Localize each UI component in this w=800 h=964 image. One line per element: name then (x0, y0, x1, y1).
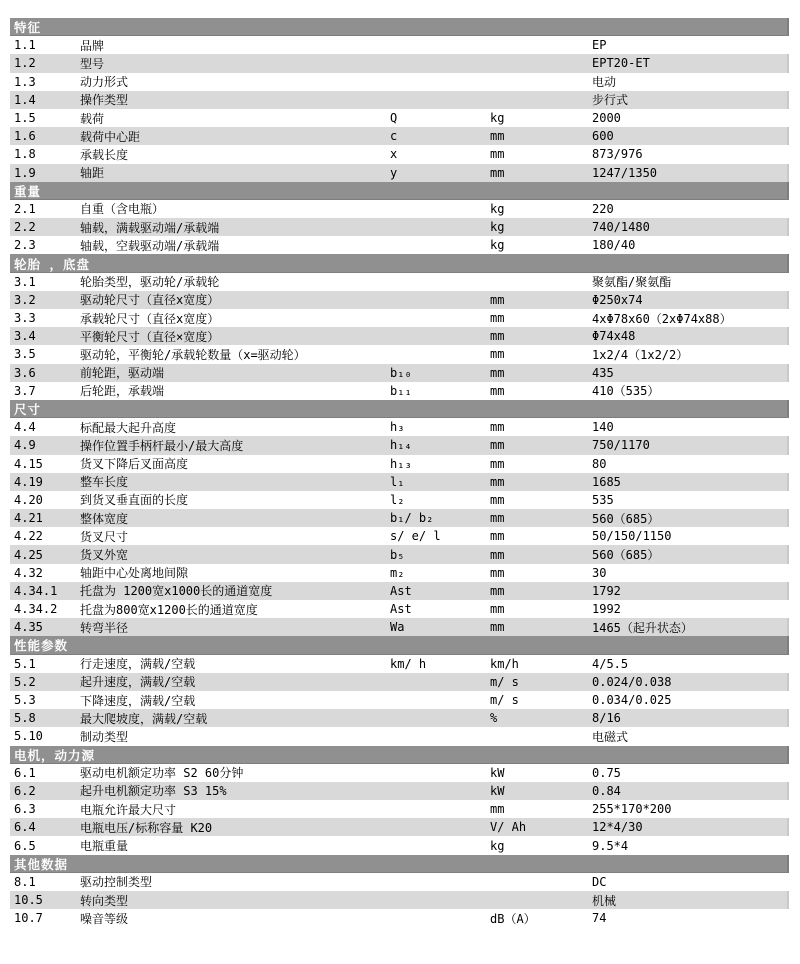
cell-unit: V/ Ah (490, 820, 527, 835)
cell-code: 10.7 (14, 911, 43, 926)
cell-value: 8/16 (592, 711, 621, 726)
cell-label: 电瓶电压/标称容量 K20 (80, 820, 213, 835)
table-row (10, 836, 789, 854)
cell-value: 0.034/0.025 (592, 693, 672, 708)
cell-label: 载荷中心距 (80, 129, 141, 144)
cell-code: 5.3 (14, 693, 36, 708)
cell-value: 4/5.5 (592, 656, 629, 671)
cell-value: 535 (592, 492, 614, 507)
cell-value: 74 (592, 911, 607, 926)
table-row (10, 436, 789, 454)
cell-symbol: Wa (390, 620, 405, 635)
cell-label: 下降速度，满载/空载 (80, 693, 196, 708)
cell-code: 1.4 (14, 92, 36, 107)
cell-code: 1.2 (14, 56, 36, 71)
cell-code: 2.3 (14, 238, 36, 253)
cell-value: 1247/1350 (592, 165, 658, 180)
cell-unit: mm (490, 602, 505, 617)
section-header-label: 重量 (14, 183, 42, 199)
cell-code: 5.2 (14, 674, 36, 689)
cell-code: 6.3 (14, 802, 36, 817)
cell-code: 6.2 (14, 783, 36, 798)
cell-symbol: s/ e/ l (390, 529, 441, 544)
cell-label: 型号 (80, 56, 105, 71)
cell-unit: m/ s (490, 674, 519, 689)
cell-code: 1.5 (14, 111, 36, 126)
table-row (10, 782, 789, 800)
cell-code: 4.4 (14, 420, 36, 435)
cell-code: 4.9 (14, 438, 36, 453)
cell-unit: mm (490, 365, 505, 380)
cell-label: 到货叉垂直面的长度 (80, 493, 189, 508)
table-row (10, 600, 789, 618)
cell-code: 1.1 (14, 38, 36, 53)
cell-value: 30 (592, 565, 607, 580)
cell-code: 1.9 (14, 165, 36, 180)
cell-value: DC (592, 874, 607, 889)
table-row (10, 109, 789, 127)
cell-unit: mm (490, 511, 505, 526)
cell-code: 2.2 (14, 220, 36, 235)
cell-code: 3.2 (14, 292, 36, 307)
cell-symbol: b₁₀ (390, 365, 412, 380)
table-row (10, 291, 789, 309)
cell-unit: dB（A） (490, 911, 536, 926)
cell-value: 2000 (592, 111, 621, 126)
table-row (10, 727, 789, 745)
cell-unit: kg (490, 238, 505, 253)
cell-label: 起升电机额定功率 S3 15% (80, 784, 227, 799)
cell-unit: mm (490, 420, 505, 435)
section-header-label: 特征 (14, 20, 42, 36)
table-row (10, 709, 789, 727)
cell-label: 驱动控制类型 (80, 875, 153, 890)
cell-label: 承载轮尺寸（直径x宽度） (80, 311, 220, 326)
cell-code: 6.1 (14, 765, 36, 780)
cell-value: 聚氨酯/聚氨酯 (592, 275, 672, 290)
cell-label: 轮胎类型，驱动轮/承载轮 (80, 275, 220, 290)
table-row (10, 455, 789, 473)
cell-unit: mm (490, 583, 505, 598)
section-header-row (10, 400, 789, 418)
cell-symbol: b₁₁ (390, 383, 412, 398)
cell-label: 载荷 (80, 111, 105, 126)
table-row (10, 618, 789, 636)
cell-value: 0.84 (592, 783, 621, 798)
cell-label: 货叉尺寸 (80, 529, 129, 544)
cell-code: 4.21 (14, 511, 43, 526)
cell-value: 1x2/4（1x2/2） (592, 347, 689, 362)
cell-value: Φ250x74 (592, 292, 643, 307)
section-header-row (10, 636, 789, 654)
cell-value: 电动 (592, 75, 617, 90)
cell-code: 2.1 (14, 201, 36, 216)
table-row (10, 73, 789, 91)
cell-symbol: h₁₄ (390, 438, 412, 453)
cell-symbol: x (390, 147, 398, 162)
cell-unit: kg (490, 201, 505, 216)
table-row (10, 764, 789, 782)
table-row (10, 54, 789, 72)
table-row (10, 200, 789, 218)
cell-unit: % (490, 711, 498, 726)
cell-symbol: km/ h (390, 656, 427, 671)
cell-label: 转弯半径 (80, 620, 129, 635)
section-header-row (10, 182, 789, 200)
section-header-label: 轮胎 ，底盘 (14, 256, 91, 272)
section-header-label: 尺寸 (14, 402, 42, 418)
cell-code: 3.1 (14, 274, 36, 289)
table-row (10, 818, 789, 836)
cell-label: 前轮距，驱动端 (80, 366, 165, 381)
cell-code: 10.5 (14, 893, 43, 908)
cell-label: 动力形式 (80, 75, 129, 90)
cell-label: 驱动轮尺寸（直径x宽度） (80, 293, 220, 308)
table-row (10, 509, 789, 527)
cell-label: 整体宽度 (80, 511, 129, 526)
cell-label: 操作位置手柄杆最小/最大高度 (80, 438, 244, 453)
cell-code: 5.1 (14, 656, 36, 671)
cell-symbol: c (390, 129, 398, 144)
cell-label: 轴载，满载驱动端/承载端 (80, 220, 220, 235)
table-row (10, 655, 789, 673)
cell-label: 标配最大起升高度 (80, 420, 177, 435)
cell-label: 操作类型 (80, 93, 129, 108)
cell-symbol: l₁ (390, 474, 405, 489)
cell-symbol: y (390, 165, 398, 180)
cell-code: 4.19 (14, 474, 43, 489)
table-row (10, 382, 789, 400)
table-row (10, 127, 789, 145)
section-header-label: 性能参数 (14, 638, 69, 654)
cell-label: 货叉外宽 (80, 548, 129, 563)
cell-label: 整车长度 (80, 475, 129, 490)
cell-value: Φ74x48 (592, 329, 636, 344)
cell-code: 3.4 (14, 329, 36, 344)
cell-value: 步行式 (592, 93, 629, 108)
cell-unit: mm (490, 383, 505, 398)
cell-unit: mm (490, 129, 505, 144)
cell-label: 噪音等级 (80, 911, 129, 926)
cell-code: 4.35 (14, 620, 43, 635)
cell-label: 品牌 (80, 38, 105, 53)
cell-code: 4.22 (14, 529, 43, 544)
cell-unit: mm (490, 165, 505, 180)
table-row (10, 891, 789, 909)
cell-label: 自重（含电瓶） (80, 202, 165, 217)
cell-unit: kg (490, 838, 505, 853)
cell-symbol: m₂ (390, 565, 405, 580)
cell-code: 6.4 (14, 820, 36, 835)
cell-label: 电瓶允许最大尺寸 (80, 802, 177, 817)
cell-unit: kW (490, 783, 505, 798)
cell-code: 1.8 (14, 147, 36, 162)
cell-value: 600 (592, 129, 614, 144)
cell-code: 4.32 (14, 565, 43, 580)
cell-code: 4.25 (14, 547, 43, 562)
cell-value: 255*170*200 (592, 802, 672, 817)
cell-code: 5.8 (14, 711, 36, 726)
cell-value: 50/150/1150 (592, 529, 672, 544)
table-row (10, 309, 789, 327)
cell-value: 机械 (592, 893, 617, 908)
cell-symbol: Ast (390, 602, 412, 617)
cell-label: 驱动轮，平衡轮/承载轮数量（x=驱动轮） (80, 347, 306, 362)
cell-code: 1.6 (14, 129, 36, 144)
cell-unit: mm (490, 329, 505, 344)
table-row (10, 527, 789, 545)
table-row (10, 364, 789, 382)
cell-code: 3.7 (14, 383, 36, 398)
cell-symbol: b₁/ b₂ (390, 511, 434, 526)
cell-value: 410（535） (592, 384, 660, 399)
table-row (10, 545, 789, 563)
cell-value: 0.75 (592, 765, 621, 780)
table-row (10, 91, 789, 109)
section-header-row (10, 746, 789, 764)
cell-code: 4.20 (14, 492, 43, 507)
table-row (10, 236, 789, 254)
cell-value: 4xΦ78x60（2xΦ74x88） (592, 311, 732, 326)
cell-unit: mm (490, 311, 505, 326)
table-row (10, 491, 789, 509)
cell-value: 740/1480 (592, 220, 650, 235)
cell-value: 560（685） (592, 511, 660, 526)
cell-unit: mm (490, 529, 505, 544)
cell-label: 轴载，空载驱动端/承载端 (80, 238, 220, 253)
cell-label: 轴距 (80, 166, 105, 181)
cell-code: 4.34.2 (14, 602, 58, 617)
table-row (10, 36, 789, 54)
cell-value: 1465（起升状态） (592, 620, 693, 635)
cell-unit: mm (490, 492, 505, 507)
cell-label: 承载长度 (80, 147, 129, 162)
cell-value: 1992 (592, 602, 621, 617)
cell-value: 9.5*4 (592, 838, 629, 853)
cell-unit: kg (490, 220, 505, 235)
cell-label: 托盘为 1200宽x1000长的通道宽度 (80, 584, 273, 599)
cell-code: 8.1 (14, 874, 36, 889)
cell-value: 435 (592, 365, 614, 380)
cell-label: 货叉下降后叉面高度 (80, 457, 189, 472)
table-row (10, 473, 789, 491)
cell-unit: mm (490, 456, 505, 471)
section-header-row (10, 254, 789, 272)
cell-label: 后轮距，承载端 (80, 384, 165, 399)
cell-unit: mm (490, 474, 505, 489)
table-row (10, 673, 789, 691)
cell-unit: mm (490, 620, 505, 635)
cell-code: 4.34.1 (14, 583, 58, 598)
cell-code: 5.10 (14, 729, 43, 744)
cell-unit: mm (490, 565, 505, 580)
cell-value: 873/976 (592, 147, 643, 162)
cell-unit: mm (490, 802, 505, 817)
section-header-label: 电机，动力源 (14, 747, 96, 763)
cell-label: 驱动电机额定功率 S2 60分钟 (80, 766, 244, 781)
cell-unit: mm (490, 347, 505, 362)
cell-unit: mm (490, 292, 505, 307)
table-row (10, 800, 789, 818)
cell-value: EPT20-ET (592, 56, 650, 71)
cell-value: 220 (592, 201, 614, 216)
cell-symbol: Ast (390, 583, 412, 598)
spec-table (10, 18, 789, 927)
cell-value: 180/40 (592, 238, 636, 253)
cell-label: 转向类型 (80, 893, 129, 908)
cell-value: 1792 (592, 583, 621, 598)
section-header-row (10, 18, 789, 36)
cell-symbol: l₂ (390, 492, 405, 507)
cell-unit: kg (490, 111, 505, 126)
table-row (10, 218, 789, 236)
table-row (10, 418, 789, 436)
cell-unit: kW (490, 765, 505, 780)
table-row (10, 909, 789, 927)
cell-label: 起升速度，满载/空载 (80, 675, 196, 690)
cell-label: 电瓶重量 (80, 839, 129, 854)
cell-symbol: b₅ (390, 547, 405, 562)
cell-value: 1685 (592, 474, 621, 489)
section-header-label: 其他数据 (14, 856, 69, 872)
cell-label: 托盘为800宽x1200长的通道宽度 (80, 602, 258, 617)
cell-code: 3.6 (14, 365, 36, 380)
table-row (10, 327, 789, 345)
section-header-row (10, 855, 789, 873)
table-row (10, 564, 789, 582)
table-row (10, 582, 789, 600)
cell-code: 6.5 (14, 838, 36, 853)
table-row (10, 691, 789, 709)
cell-value: 12*4/30 (592, 820, 643, 835)
cell-unit: m/ s (490, 693, 519, 708)
cell-unit: mm (490, 547, 505, 562)
cell-code: 4.15 (14, 456, 43, 471)
cell-value: 560（685） (592, 548, 660, 563)
cell-label: 行走速度，满载/空载 (80, 657, 196, 672)
cell-symbol: h₃ (390, 420, 405, 435)
cell-unit: mm (490, 147, 505, 162)
cell-label: 制动类型 (80, 729, 129, 744)
cell-label: 最大爬坡度，满载/空载 (80, 711, 208, 726)
cell-value: 750/1170 (592, 438, 650, 453)
table-row (10, 164, 789, 182)
cell-unit: km/h (490, 656, 519, 671)
cell-code: 3.5 (14, 347, 36, 362)
table-row (10, 345, 789, 363)
cell-code: 3.3 (14, 311, 36, 326)
cell-value: 电磁式 (592, 729, 629, 744)
table-row (10, 873, 789, 891)
table-row (10, 145, 789, 163)
cell-code: 1.3 (14, 74, 36, 89)
cell-value: 80 (592, 456, 607, 471)
cell-symbol: h₁₃ (390, 456, 412, 471)
cell-value: EP (592, 38, 607, 53)
cell-symbol: Q (390, 111, 398, 126)
table-row (10, 273, 789, 291)
cell-label: 平衡轮尺寸（直径×宽度） (80, 329, 220, 344)
cell-value: 140 (592, 420, 614, 435)
cell-unit: mm (490, 438, 505, 453)
cell-value: 0.024/0.038 (592, 674, 672, 689)
cell-label: 轴距中心处离地间隙 (80, 566, 189, 581)
